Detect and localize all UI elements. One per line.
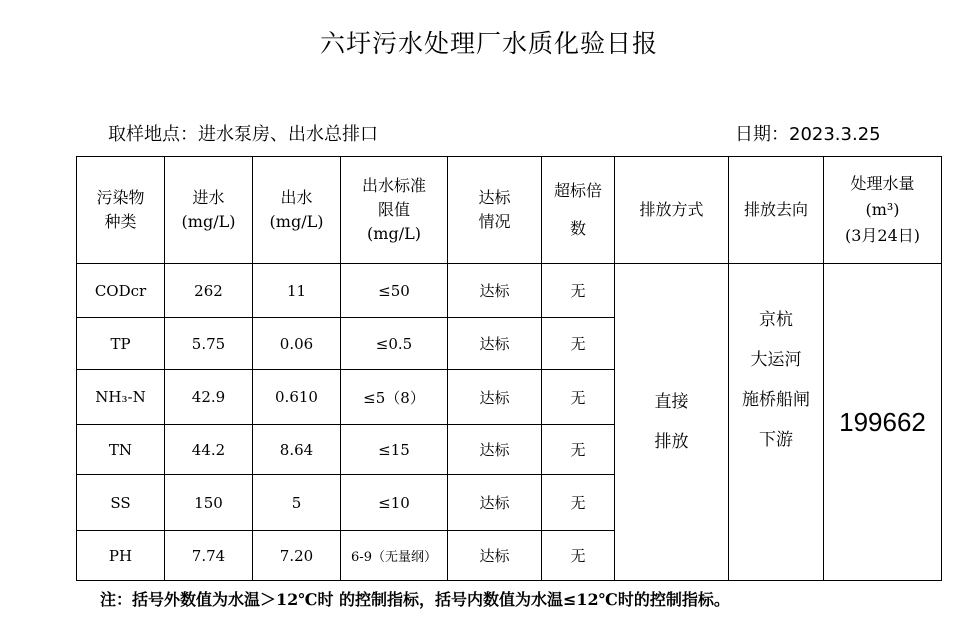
effluent-cell: 11 <box>253 264 341 318</box>
exceed-cell: 无 <box>542 475 615 531</box>
influent-cell: 7.74 <box>165 531 253 581</box>
limit-cell: 6-9（无量纲） <box>341 531 448 581</box>
header-limit: 出水标准 限值 (mg/L) <box>341 157 448 264</box>
influent-cell: 5.75 <box>165 318 253 370</box>
influent-cell: 150 <box>165 475 253 531</box>
header-influent: 进水 (mg/L) <box>165 157 253 264</box>
treated-volume-cell: 199662 <box>824 264 942 581</box>
limit-cell: ≤5（8） <box>341 370 448 425</box>
water-quality-table <box>76 156 942 581</box>
effluent-cell: 5 <box>253 475 341 531</box>
effluent-cell: 0.610 <box>253 370 341 425</box>
status-cell: 达标 <box>448 318 542 370</box>
header-pollutant: 污染物 种类 <box>77 157 165 264</box>
effluent-cell: 8.64 <box>253 425 341 475</box>
influent-cell: 44.2 <box>165 425 253 475</box>
status-cell: 达标 <box>448 531 542 581</box>
footnote: 注：括号外数值为水温＞12℃时 的控制指标，括号内数值为水温≤12℃时的控制指标。 <box>100 590 730 609</box>
header-discharge-dest: 排放去向 <box>729 157 824 264</box>
pollutant-cell: TP <box>77 318 165 370</box>
report-title: 六圩污水处理厂水质化验日报 <box>319 29 658 58</box>
header-volume: 处理水量 (m³) (3月24日) <box>824 157 942 264</box>
pollutant-cell: NH₃-N <box>77 370 165 425</box>
limit-cell: ≤50 <box>341 264 448 318</box>
sampling-location: 取样地点：进水泵房、出水总排口 <box>108 124 378 145</box>
exceed-cell: 无 <box>542 370 615 425</box>
influent-cell: 262 <box>165 264 253 318</box>
limit-cell: ≤10 <box>341 475 448 531</box>
header-compliance: 达标 情况 <box>448 157 542 264</box>
pollutant-cell: PH <box>77 531 165 581</box>
header-effluent: 出水 (mg/L) <box>253 157 341 264</box>
exceed-cell: 无 <box>542 264 615 318</box>
influent-cell: 42.9 <box>165 370 253 425</box>
table-row <box>77 264 942 318</box>
header-row <box>77 157 942 264</box>
exceed-cell: 无 <box>542 318 615 370</box>
header-discharge-method: 排放方式 <box>615 157 729 264</box>
status-cell: 达标 <box>448 370 542 425</box>
pollutant-cell: CODcr <box>77 264 165 318</box>
status-cell: 达标 <box>448 475 542 531</box>
exceed-cell: 无 <box>542 531 615 581</box>
effluent-cell: 7.20 <box>253 531 341 581</box>
exceed-cell: 无 <box>542 425 615 475</box>
limit-cell: ≤15 <box>341 425 448 475</box>
report-date: 日期：2023.3.25 <box>735 124 881 145</box>
discharge-method-cell: 直接 排放 <box>615 264 729 581</box>
header-exceed: 超标倍 数 <box>542 157 615 264</box>
effluent-cell: 0.06 <box>253 318 341 370</box>
limit-cell: ≤0.5 <box>341 318 448 370</box>
status-cell: 达标 <box>448 264 542 318</box>
status-cell: 达标 <box>448 425 542 475</box>
discharge-destination-cell: 京杭 大运河 施桥船闸 下游 <box>729 264 824 581</box>
pollutant-cell: SS <box>77 475 165 531</box>
pollutant-cell: TN <box>77 425 165 475</box>
